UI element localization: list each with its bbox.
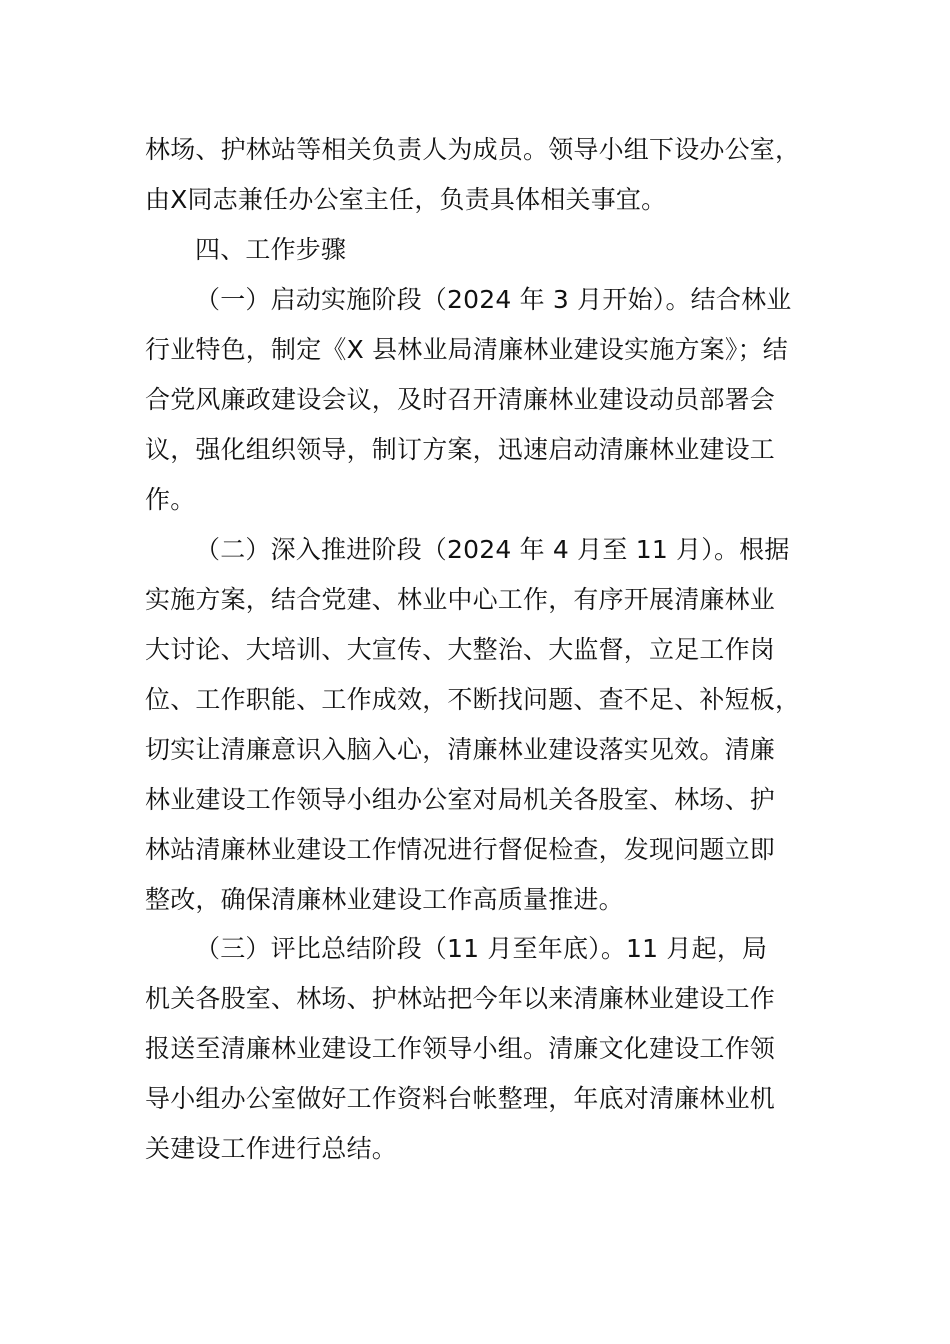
text-line-11: 大讨论、大培训、大宣传、大整治、大监督，立足工作岗: [145, 635, 776, 664]
text-line-6: 合党风廉政建设会议，及时召开清廉林业建设动员部署会: [145, 385, 776, 414]
text-line-9: （二）深入推进阶段（2024 年 4 月至 11 月）。根据: [195, 535, 790, 564]
text-line-13: 切实让清廉意识入脑入心，清廉林业建设落实见效。清廉: [145, 735, 776, 764]
text-line-18: 机关各股室、林场、护林站把今年以来清廉林业建设工作: [145, 984, 776, 1013]
text-line-2: 由Ⅹ同志兼任办公室主任，负责具体相关事宜。: [145, 185, 667, 214]
text-line-15: 林站清廉林业建设工作情况进行督促检查，发现问题立即: [145, 835, 776, 864]
text-line-21: 关建设工作进行总结。: [145, 1134, 398, 1163]
section-heading-work-steps: 四、工作步骤: [195, 235, 347, 264]
text-line-4: （一）启动实施阶段（2024 年 3 月开始）。结合林业: [195, 285, 792, 314]
text-line-12: 位、工作职能、工作成效，不断找问题、查不足、补短板，: [145, 685, 801, 714]
text-line-7: 议，强化组织领导，制订方案，迅速启动清廉林业建设工: [145, 435, 776, 464]
text-line-8: 作。: [145, 485, 196, 514]
text-line-20: 导小组办公室做好工作资料台帐整理，年底对清廉林业机: [145, 1084, 776, 1113]
text-line-14: 林业建设工作领导小组办公室对局机关各股室、林场、护: [145, 785, 776, 814]
text-line-17: （三）评比总结阶段（11 月至年底）。11 月起，局: [195, 934, 768, 963]
text-line-16: 整改，确保清廉林业建设工作高质量推进。: [145, 885, 624, 914]
text-line-10: 实施方案，结合党建、林业中心工作，有序开展清廉林业: [145, 585, 776, 614]
text-line-5: 行业特色，制定《X 县林业局清廉林业建设实施方案》；结: [145, 335, 788, 364]
text-line-1: 林场、护林站等相关负责人为成员。领导小组下设办公室，: [145, 135, 801, 164]
text-line-19: 报送至清廉林业建设工作领导小组。清廉文化建设工作领: [145, 1034, 776, 1063]
